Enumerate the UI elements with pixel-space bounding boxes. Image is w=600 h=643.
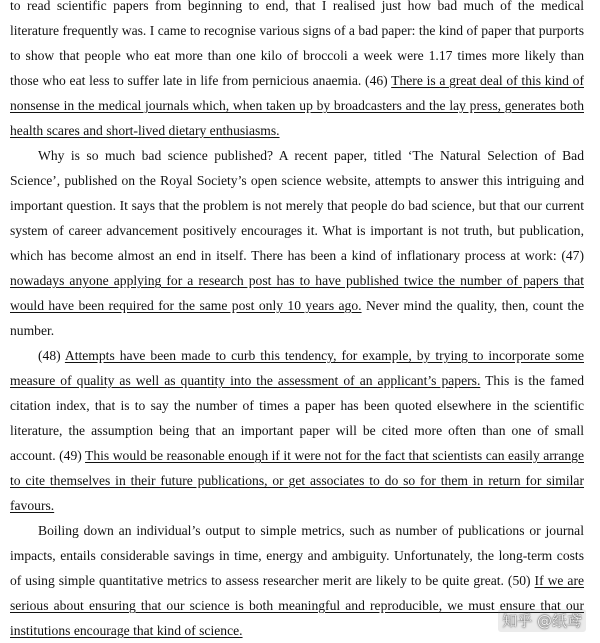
- text-run: Never mind the quality, then, count the number.: [10, 298, 584, 338]
- underlined-sentence: nowadays anyone applying for a research post has to have published twice the number of papers that would have been required for the same post only 10 years ago.: [10, 273, 584, 313]
- text-run: to read scientific papers from beginning to end, that I realised just how bad much of the medical literature frequently was. I came to recognise various signs of a bad paper: the kind of paper that purports to show that people who eat more than one kilo of broccoli a week were 1.17 times more likely than those who eat less to suffer late in life from pernicious anaemia. (46): [10, 0, 584, 88]
- paragraph-2: [10, 143, 584, 343]
- paragraph-1: [10, 0, 584, 143]
- zhihu-watermark: 知乎 @纸鸢: [498, 609, 586, 632]
- underlined-sentence: This would be reasonable enough if it were not for the fact that scientists can easily arrange to cite themselves in their future publications, or get associates to do so for them in return for similar favours.: [10, 448, 584, 513]
- text-run: Why is so much bad science published? A recent paper, titled ‘The Natural Selection of Bad Science’, published on the Royal Society’s open science website, attempts to answer this intriguing and important question. It says that the problem is not merely that people do bad science, but that our current system of career advancement positively encourages it. What is important is not truth, but publication, which has become almost an end in itself. There has been a kind of inflationary process at work: (47): [10, 148, 584, 263]
- article-body: [10, 0, 584, 643]
- underlined-sentence: If we are serious about ensuring that our science is both meaningful and reproducible, we must ensure that our institutions encourage that kind of science.: [10, 573, 585, 638]
- text-run: This is the famed citation index, that is to say the number of times a paper has been quoted elsewhere in the scientific literature, the assumption being that an important paper will be cited more often than one of small account. (49): [10, 373, 584, 463]
- paragraph-3: [10, 343, 584, 518]
- text-run: (48): [38, 348, 65, 363]
- underlined-sentence: There is a great deal of this kind of nonsense in the medical journals which, when taken up by broadcasters and the lay press, generates both health scares and short-lived dietary enthusiasms.: [10, 73, 584, 138]
- text-run: Boiling down an individual’s output to simple metrics, such as number of publications or journal impacts, entails considerable savings in time, energy and ambiguity. Unfortunately, the long-term costs of using simple quantitative metrics to assess researcher merit are likely to be quite great. (50): [10, 523, 584, 588]
- underlined-sentence: Attempts have been made to curb this tendency, for example, by trying to incorporate some measure of quality as well as quantity into the assessment of an applicant’s papers.: [10, 348, 584, 388]
